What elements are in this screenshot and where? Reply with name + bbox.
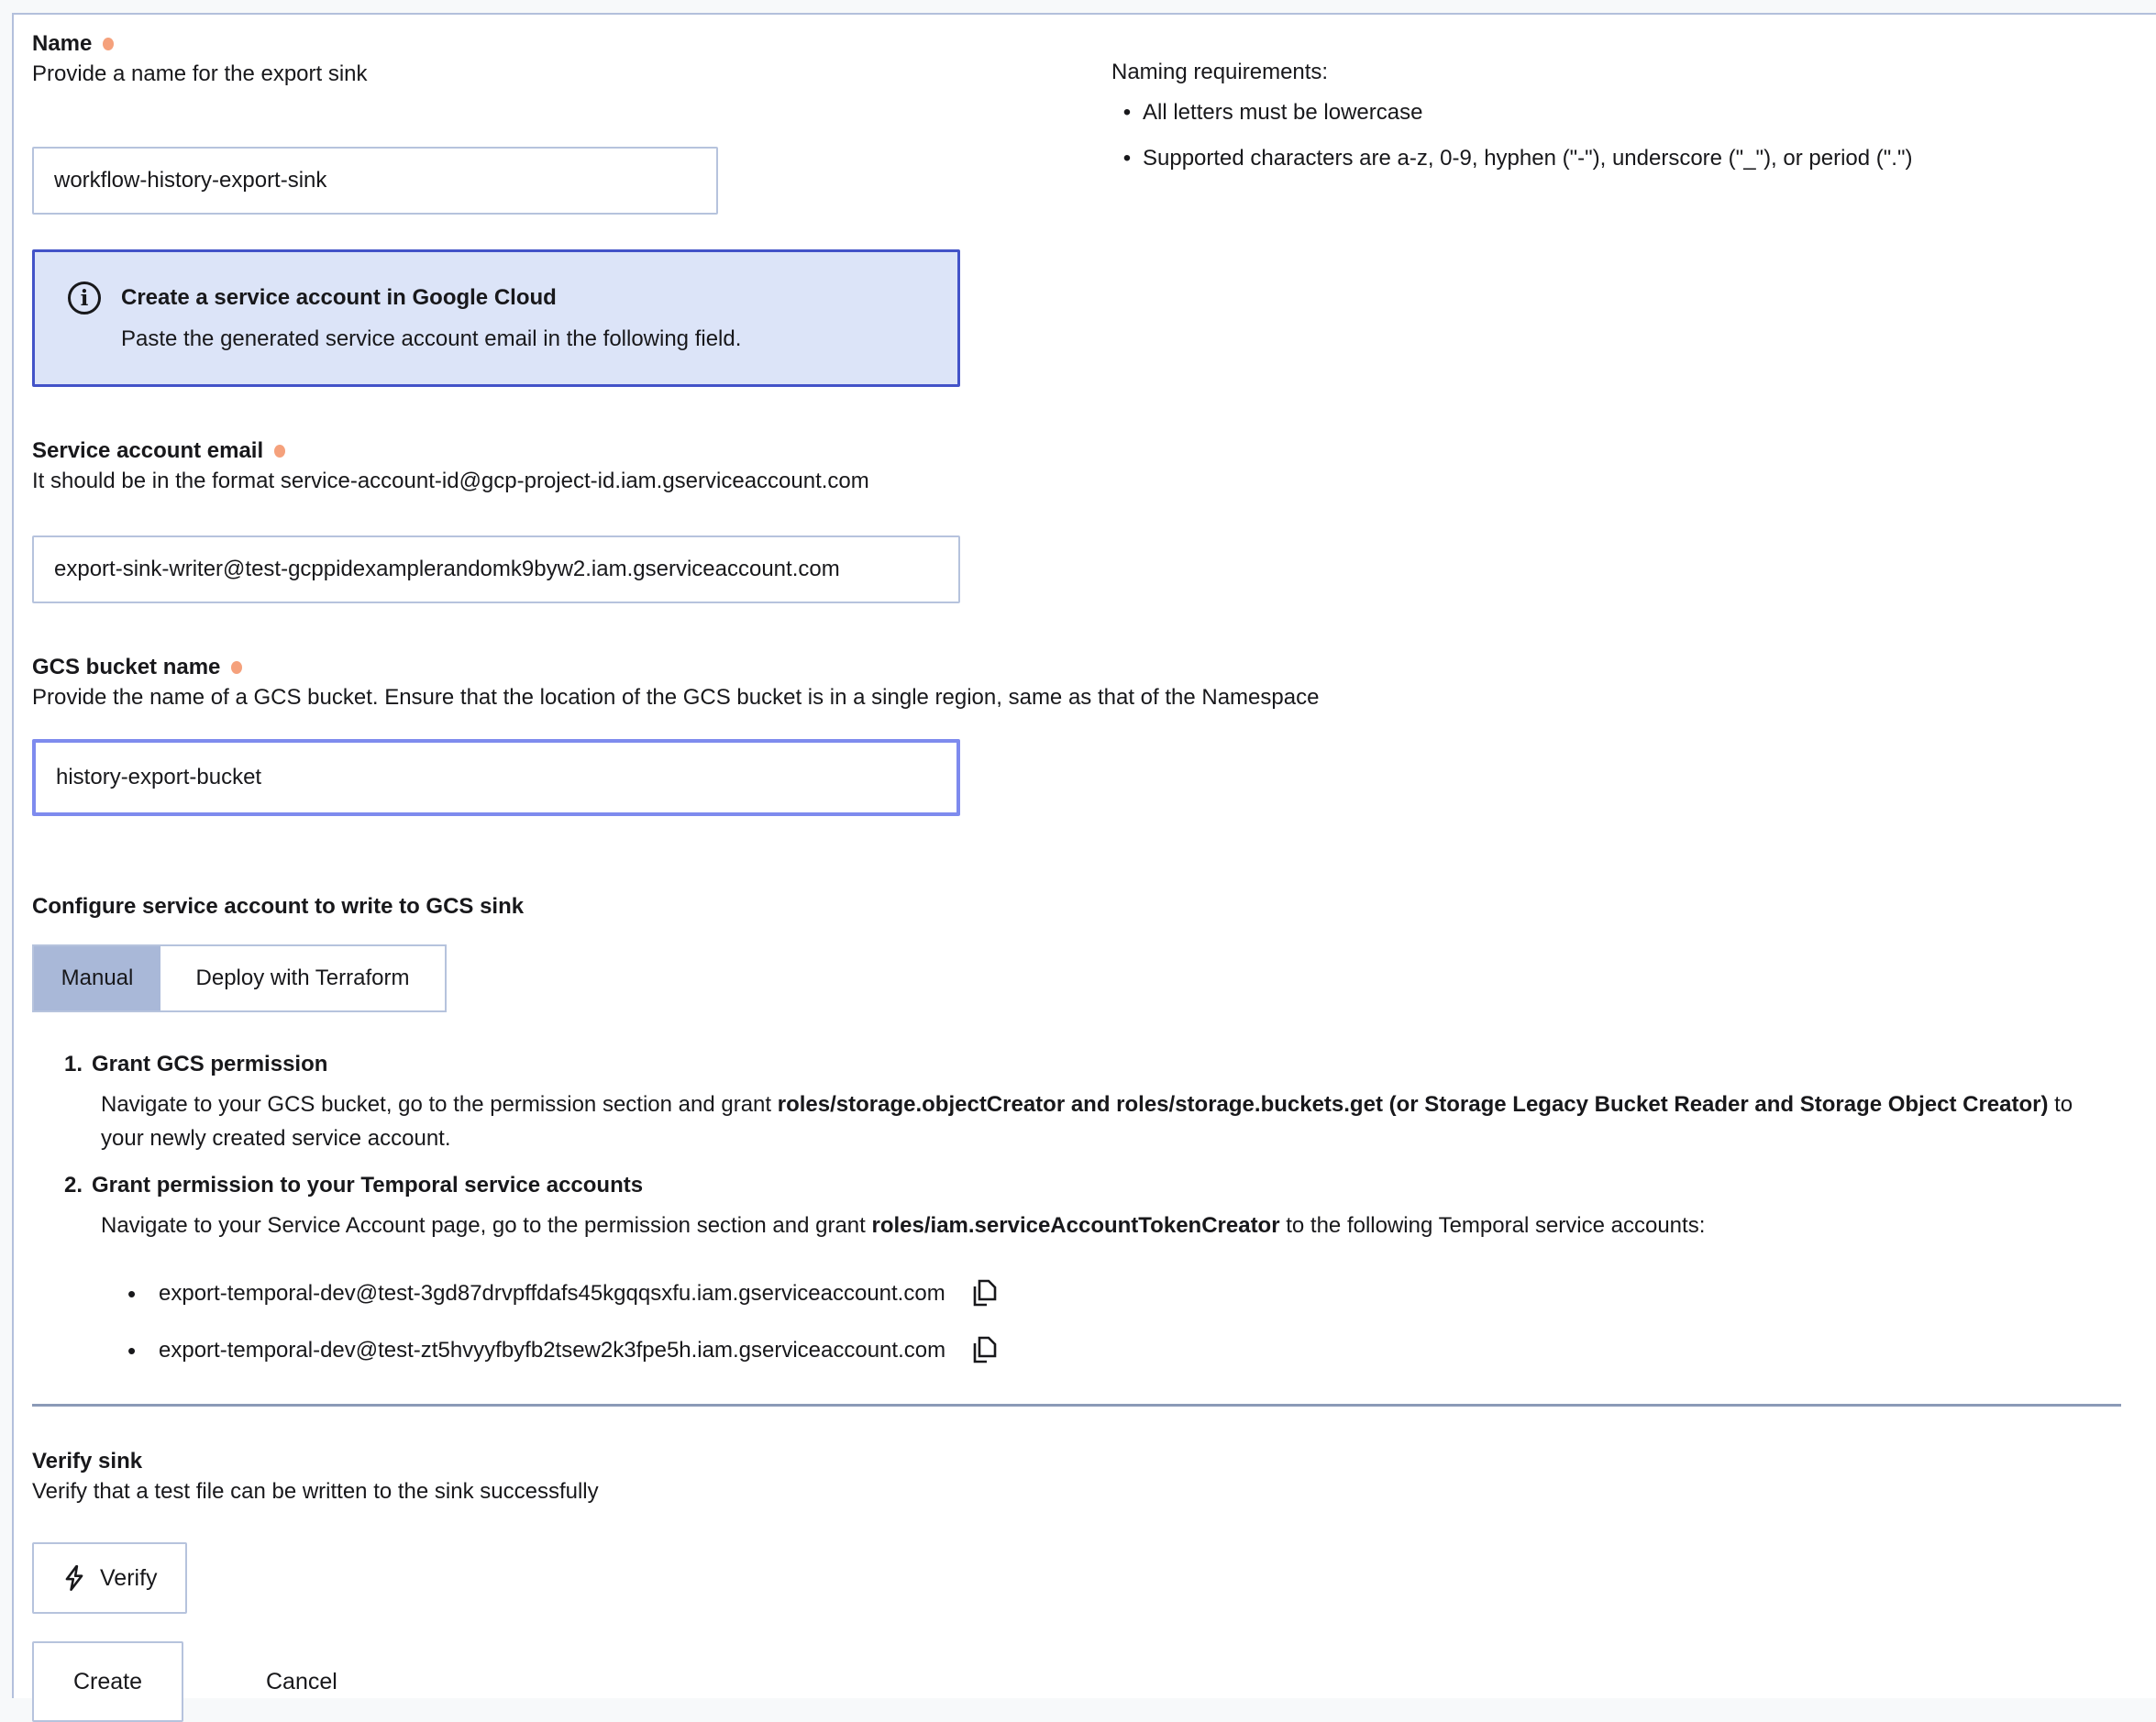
- zap-icon: [61, 1564, 87, 1592]
- info-banner: [32, 249, 960, 387]
- gcs-bucket-description: Provide the name of a GCS bucket. Ensure that the location of the GCS bucket is in a single region, same as that of the Namespace: [32, 682, 2121, 713]
- step-grant-temporal-permission: [64, 1170, 2121, 1242]
- name-label: Name: [32, 29, 92, 59]
- naming-requirement-item: [1111, 97, 2121, 128]
- tab-deploy-with-terraform[interactable]: Deploy with Terraform: [160, 946, 445, 1010]
- copy-icon[interactable]: [967, 1277, 999, 1310]
- temporal-service-account-list: [64, 1277, 2121, 1367]
- verify-button-label: Verify: [100, 1565, 158, 1592]
- create-button[interactable]: Create: [32, 1641, 183, 1722]
- bullet-glyph: •: [1111, 97, 1143, 128]
- required-dot: [103, 38, 114, 50]
- bullet-glyph: •: [127, 1277, 138, 1310]
- step-body: [64, 1209, 2082, 1242]
- configure-steps: [64, 1049, 2121, 1367]
- naming-requirements-title: Naming requirements:: [1111, 57, 2121, 88]
- step-body-text: Navigate to your Service Account page, go to the permission section and grant: [101, 1213, 872, 1238]
- bullet-glyph: •: [127, 1334, 138, 1367]
- naming-requirement-text: Supported characters are a-z, 0-9, hyphen ("-"), underscore ("_"), or period ("."): [1143, 143, 1912, 174]
- name-label-row: [32, 29, 1111, 59]
- step-grant-gcs-permission: [64, 1049, 2121, 1155]
- naming-requirement-item: [1111, 143, 2121, 174]
- bullet-glyph: •: [1111, 143, 1143, 174]
- naming-requirements: [1111, 29, 2121, 215]
- configure-heading: Configure service account to write to GCS sink: [32, 891, 2121, 922]
- verify-sink-description: Verify that a test file can be written to the sink successfully: [32, 1476, 2121, 1507]
- required-dot: [274, 445, 285, 458]
- copy-icon[interactable]: [967, 1334, 999, 1367]
- step-title: Grant GCS permission: [92, 1049, 327, 1080]
- service-account-item: [127, 1334, 2121, 1367]
- name-input[interactable]: [32, 147, 718, 215]
- info-icon: i: [68, 281, 101, 315]
- configure-tabs: [32, 944, 447, 1012]
- form-actions: [32, 1641, 2121, 1722]
- service-account-email-label-row: [32, 436, 2121, 466]
- service-account-email-text: export-temporal-dev@test-zt5hvyyfbyfb2tsew2k3fpe5h.iam.gserviceaccount.com: [159, 1334, 945, 1367]
- verify-sink-heading: Verify sink: [32, 1447, 2121, 1476]
- cancel-button[interactable]: Cancel: [257, 1641, 347, 1722]
- service-account-email-label: Service account email: [32, 436, 263, 466]
- gcs-bucket-label: GCS bucket name: [32, 653, 220, 682]
- info-banner-title: Create a service account in Google Cloud: [121, 281, 741, 315]
- gcs-bucket-label-row: [32, 653, 2121, 682]
- step-body-text: Navigate to your GCS bucket, go to the permission section and grant: [101, 1092, 778, 1117]
- service-account-item: [127, 1277, 2121, 1310]
- required-dot: [231, 661, 242, 674]
- name-description: Provide a name for the export sink: [32, 59, 1111, 90]
- step-body-bold: roles/storage.objectCreator and roles/storage.buckets.get (or Storage Legacy Bucket Reader and Storage Object Creator): [778, 1092, 2049, 1117]
- step-body-text: to your newly created service account.: [101, 1092, 2073, 1151]
- step-number: 2.: [64, 1170, 83, 1201]
- service-account-email-description: It should be in the format service-account-id@gcp-project-id.iam.gserviceaccount.com: [32, 466, 2121, 497]
- tab-manual[interactable]: Manual: [34, 946, 160, 1010]
- info-banner-description: Paste the generated service account email in the following field.: [121, 324, 741, 355]
- gcs-bucket-input[interactable]: [32, 739, 960, 816]
- export-sink-form-panel: [12, 13, 2156, 1698]
- service-account-email-input[interactable]: [32, 535, 960, 603]
- step-number: 1.: [64, 1049, 83, 1080]
- name-row: [32, 29, 2121, 215]
- step-body: [64, 1087, 2082, 1155]
- step-body-text: to the following Temporal service accounts:: [1280, 1213, 1706, 1238]
- service-account-email-text: export-temporal-dev@test-3gd87drvpffdafs45kgqqsxfu.iam.gserviceaccount.com: [159, 1277, 945, 1310]
- naming-requirement-text: All letters must be lowercase: [1143, 97, 1422, 128]
- step-title: Grant permission to your Temporal service accounts: [92, 1170, 643, 1201]
- section-divider: [32, 1404, 2121, 1407]
- verify-button[interactable]: [32, 1542, 187, 1614]
- step-body-bold: roles/iam.serviceAccountTokenCreator: [872, 1213, 1280, 1238]
